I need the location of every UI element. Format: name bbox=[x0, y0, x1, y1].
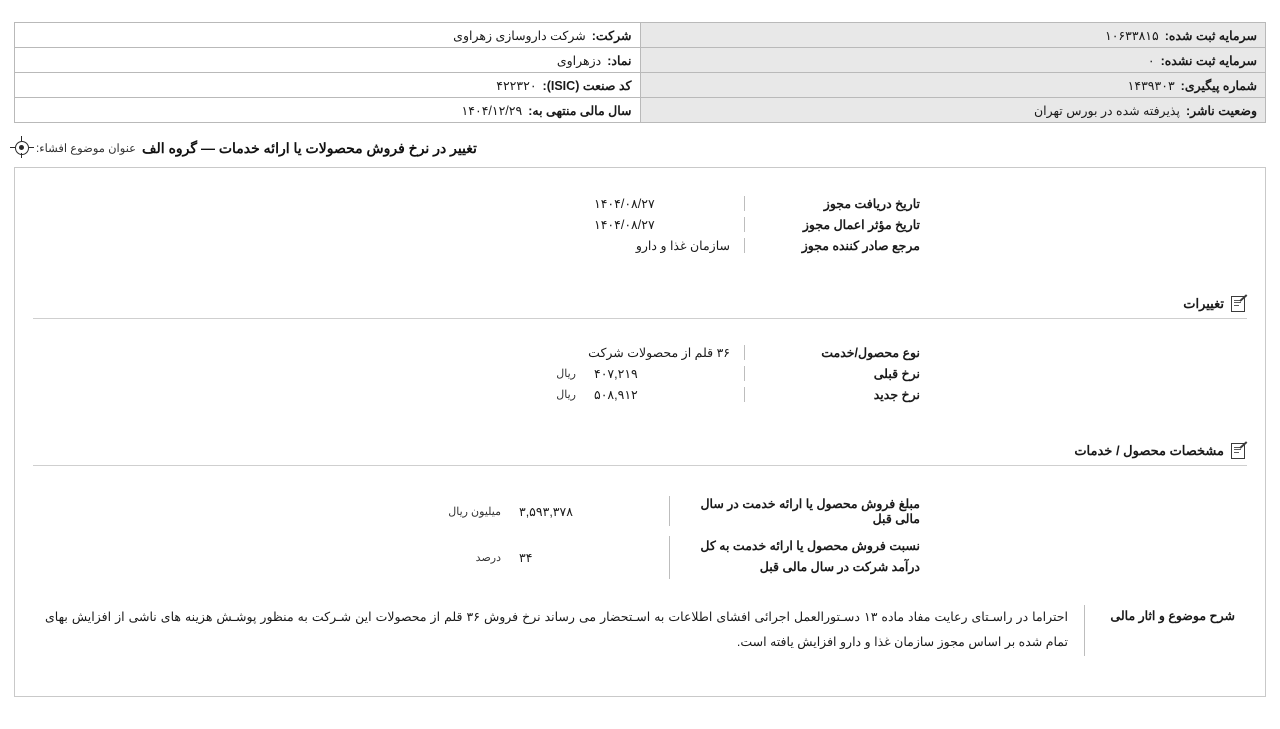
issuer-status-cell bbox=[640, 98, 1266, 123]
product-section-title: مشخصات محصول / خدمات bbox=[1074, 442, 1224, 458]
permit-receive-date-label: تاریخ دریافت مجوز bbox=[823, 197, 920, 211]
sales-ratio-value: ۳۴ bbox=[519, 550, 533, 565]
unregistered-capital-value: ۰ bbox=[1147, 53, 1155, 68]
registered-capital-cell bbox=[640, 23, 1266, 48]
permit-effective-date-label: تاریخ مؤثر اعمال مجوز bbox=[802, 218, 920, 232]
disclosure-title-row bbox=[14, 137, 1266, 159]
disclosure-title: تغییر در نرخ فروش محصولات یا ارائه خدمات — گروه الف bbox=[142, 139, 477, 156]
prior-year-sales-unit: میلیون ریال bbox=[448, 505, 501, 518]
issuer-status-label: وضعیت ناشر: bbox=[1185, 103, 1257, 118]
isic-code-label: کد صنعت (ISIC): bbox=[542, 78, 632, 93]
description-label: شرح موضوع و اثار مالی bbox=[1110, 608, 1235, 623]
permit-receive-date-value: ۱۴۰۴/۰۸/۲۷ bbox=[594, 197, 655, 211]
new-price-row bbox=[360, 387, 920, 402]
prior-year-sales-row bbox=[360, 496, 920, 526]
fiscal-year-end-cell bbox=[15, 98, 641, 123]
unregistered-capital-cell bbox=[640, 48, 1266, 73]
sales-ratio-unit: درصد bbox=[475, 551, 501, 564]
disclosure-page bbox=[0, 22, 1280, 729]
new-price-label: نرخ جدید bbox=[873, 388, 920, 402]
table-row bbox=[15, 98, 1266, 123]
table-row bbox=[15, 48, 1266, 73]
divider bbox=[744, 345, 745, 360]
divider bbox=[744, 217, 745, 232]
company-info-table bbox=[14, 22, 1266, 123]
product-type-row bbox=[360, 345, 920, 360]
product-type-label: نوع محصول/خدمت bbox=[821, 346, 920, 360]
changes-section bbox=[33, 295, 1247, 402]
permit-info-block bbox=[15, 196, 1265, 253]
prior-year-sales-label: مبلغ فروش محصول یا ارائه خدمت در سال مالی قبل bbox=[700, 497, 920, 526]
issuer-status-value: پذیرفته شده در بورس تهران bbox=[1034, 103, 1180, 118]
company-name-label: شرکت: bbox=[591, 28, 632, 43]
divider bbox=[744, 366, 745, 381]
previous-price-row bbox=[360, 366, 920, 381]
previous-price-value: ۴۰۷,۲۱۹ bbox=[594, 367, 638, 381]
product-rows bbox=[33, 496, 1247, 579]
divider bbox=[669, 536, 670, 579]
product-section bbox=[33, 442, 1247, 656]
registered-capital-value: ۱۰۶۳۳۸۱۵ bbox=[1105, 28, 1159, 43]
company-name-value: شرکت داروسازی زهراوی bbox=[453, 28, 586, 43]
divider bbox=[33, 318, 1247, 319]
registered-capital-label: سرمایه ثبت شده: bbox=[1164, 28, 1257, 43]
divider bbox=[744, 196, 745, 211]
divider bbox=[33, 465, 1247, 466]
divider bbox=[744, 238, 745, 253]
tracking-number-value: ۱۴۳۹۳۰۳ bbox=[1127, 78, 1175, 93]
unregistered-capital-label: سرمایه ثبت نشده: bbox=[1160, 53, 1257, 68]
permit-receive-date-row bbox=[360, 196, 920, 211]
divider bbox=[669, 496, 670, 526]
fiscal-year-end-value: ۱۴۰۴/۱۲/۲۹ bbox=[461, 103, 523, 118]
permit-issuer-row bbox=[360, 238, 920, 253]
sales-ratio-label: نسبت فروش محصول یا ارائه خدمت به کل درآمد شرکت در سال مالی قبل bbox=[700, 539, 920, 575]
table-row bbox=[15, 73, 1266, 98]
symbol-cell bbox=[15, 48, 641, 73]
description-text: احتراما در راسـتای رعایت مفاد ماده ۱۳ دسـتورالعمل اجرائی افشای اطلاعات به اسـتحضار می رساند نرخ فروش ۳۶ قلم از محصولات این شـرکت به منظور پوشـش هزینه های ناشی از افزایش بهای تمام شده بر اساس مجوز سازمان غذا و دارو افزایش یافته است. bbox=[45, 609, 1068, 650]
changes-section-head bbox=[33, 295, 1247, 316]
description-row bbox=[45, 605, 1235, 656]
divider bbox=[744, 387, 745, 402]
company-name-cell bbox=[15, 23, 641, 48]
permit-effective-date-value: ۱۴۰۴/۰۸/۲۷ bbox=[594, 218, 655, 232]
permit-issuer-label: مرجع صادر کننده مجوز bbox=[801, 239, 920, 253]
sales-ratio-row bbox=[360, 536, 920, 579]
permit-issuer-value: سازمان غذا و دارو bbox=[635, 239, 730, 253]
document-edit-icon bbox=[1230, 295, 1247, 312]
disclosure-title-prefix: عنوان موضوع افشاء: bbox=[36, 143, 137, 155]
previous-price-label: نرخ قبلی bbox=[873, 367, 920, 381]
prior-year-sales-value: ۳,۵۹۳,۳۷۸ bbox=[519, 504, 573, 519]
isic-code-cell bbox=[15, 73, 641, 98]
symbol-value: دزهراوی bbox=[556, 53, 602, 68]
target-bullet-icon bbox=[14, 140, 30, 156]
fiscal-year-end-label: سال مالی منتهی به: bbox=[528, 103, 632, 118]
changes-rows bbox=[33, 345, 1247, 402]
product-section-head bbox=[33, 442, 1247, 463]
new-price-unit: ریال bbox=[556, 389, 576, 401]
permit-effective-date-row bbox=[360, 217, 920, 232]
document-edit-icon bbox=[1230, 442, 1247, 459]
changes-section-title: تغییرات bbox=[1183, 295, 1224, 311]
product-type-value: ۳۶ قلم از محصولات شرکت bbox=[588, 346, 730, 360]
isic-code-value: ۴۲۲۳۲۰ bbox=[496, 78, 537, 93]
disclosure-body bbox=[14, 167, 1266, 697]
previous-price-unit: ریال bbox=[556, 368, 576, 380]
new-price-value: ۵۰۸,۹۱۲ bbox=[594, 388, 638, 402]
tracking-number-label: شماره پیگیری: bbox=[1180, 78, 1257, 93]
tracking-number-cell bbox=[640, 73, 1266, 98]
table-row bbox=[15, 23, 1266, 48]
symbol-label: نماد: bbox=[607, 53, 632, 68]
divider bbox=[1084, 605, 1085, 656]
